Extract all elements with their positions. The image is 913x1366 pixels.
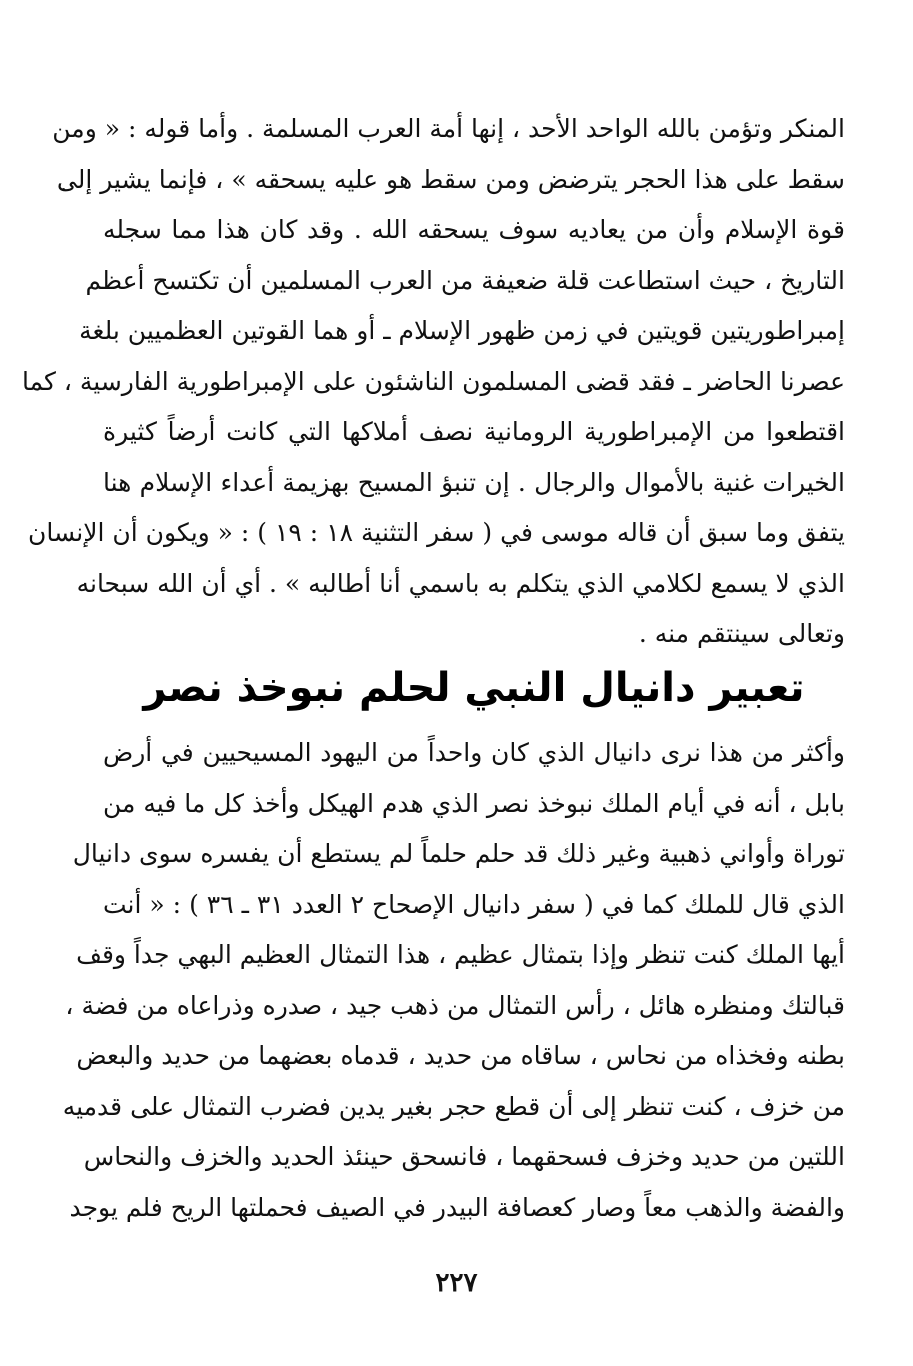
text-line: التاريخ ، حيث استطاعت قلة ضعيفة من العرب المسلمين أن تكتسح أعظم [85, 265, 845, 295]
text-line: من خزف ، كنت تنظر إلى أن قطع حجر بغير يدين فضرب التمثال على قدميه [62, 1091, 845, 1121]
text-line: الذي لا يسمع لكلامي الذي يتكلم به باسمي أنا أطالبه » . أي أن الله سبحانه [76, 568, 845, 598]
text-line: سقط على هذا الحجر يترضض ومن سقط هو عليه يسحقه » ، فإنما يشير إلى [56, 164, 845, 194]
text-line: بطنه وفخذاه من نحاس ، ساقاه من حديد ، قدماه بعضهما من حديد والبعض [76, 1041, 845, 1070]
text-line: وتعالى سينتقم منه . [638, 619, 845, 648]
text-line: الخيرات غنية بالأموال والرجال . إن تنبؤ المسيح بهزيمة أعداء الإسلام هنا [103, 467, 845, 497]
text-line: أيها الملك كنت تنظر وإذا بتمثال عظيم ، هذا التمثال العظيم البهي جداً وقف [76, 940, 845, 969]
text-line: توراة وأواني ذهبية وغير ذلك قد حلم حلماً لم يستطع أن يفسره سوى دانيال [72, 839, 845, 868]
text-line: والفضة والذهب معاً وصار كعصافة البيدر في الصيف فحملتها الريح فلم يوجد [69, 1192, 845, 1222]
text-line: اللتين من حديد وخزف فسحقهما ، فانسحق حينئذ الحديد والخزف والنحاس [83, 1142, 845, 1171]
text-line: وأكثر من هذا نرى دانيال الذي كان واحداً من اليهود المسيحيين في أرض [103, 738, 845, 767]
text-line: اقتطعوا من الإمبراطورية الرومانية نصف أملاكها التي كانت أرضاً كثيرة [103, 417, 845, 446]
text-line: إمبراطوريتين قويتين في زمن ظهور الإسلام ـ أو هما القوتين العظميين بلغة [79, 316, 845, 345]
text-line: قوة الإسلام وأن من يعاديه سوف يسحقه الله . وقد كان هذا مما سجله [103, 215, 845, 244]
paragraph-2 [62, 728, 845, 1233]
paragraph-1 [21, 104, 845, 660]
text-line: يتفق وما سبق أن قاله موسى في ( سفر التثنية ١٨ : ١٩ ) : « ويكون أن الإنسان [27, 518, 845, 547]
text-line: قبالتك ومنظره هائل ، رأس التمثال من ذهب جيد ، صدره وذراعاه من فضة ، [65, 990, 845, 1020]
text-line: بابل ، أنه في أيام الملك نبوخذ نصر الذي هدم الهيكل وأخذ كل ما فيه من [103, 788, 845, 818]
section-heading: تعبير دانيال النبي لحلم نبوخذ نصر [143, 665, 805, 711]
text-line: المنكر وتؤمن بالله الواحد الأحد ، إنها أمة العرب المسلمة . وأما قوله : « ومن [52, 114, 845, 143]
page-number: ٢٢٧ [435, 1268, 478, 1298]
text-line: عصرنا الحاضر ـ فقد قضى المسلمون الناشئون على الإمبراطورية الفارسية ، كما [21, 366, 845, 396]
text-line: الذي قال للملك كما في ( سفر دانيال الإصحاح ٢ العدد ٣١ ـ ٣٦ ) : « أنت [103, 889, 845, 919]
